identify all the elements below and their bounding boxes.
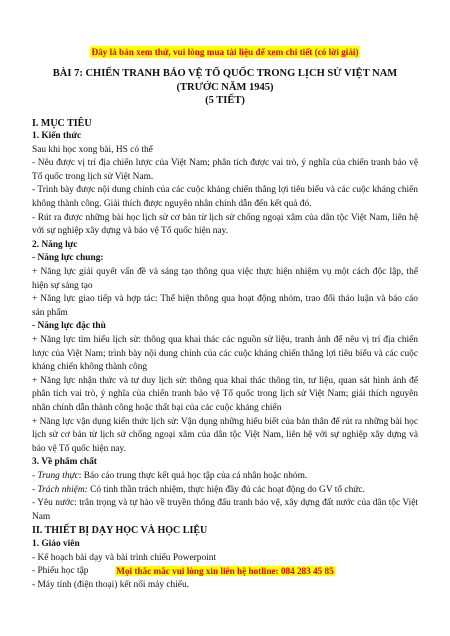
knowledge-item: - Rút ra được những bài học lịch sử cơ bản từ lịch sử chống ngoại xâm của dân tộc Việt Nam, liên hệ với sự nghiệp xây dựng và bảo vệ Tổ quốc hiện nay. [32, 212, 418, 237]
equipment-heading: II. THIẾT BỊ DẠY HỌC VÀ HỌC LIỆU [32, 525, 208, 537]
teacher-item: - Kế hoạch bài dạy và bài trình chiếu Powerpoint [32, 552, 217, 563]
quality-patriotism: - Yêu nước: trân trọng và tự hào về truyền thống đấu tranh bảo vệ, xây dựng đất nước của dân tộc Việt Nam [32, 498, 418, 522]
knowledge-item: - Trình bày được nội dung chính của các cuộc kháng chiến thắng lợi tiêu biểu và các cuộc kháng chiến không thành công. Giải thích được nguyên nhân chính dẫn đến kết quả đó. [32, 185, 418, 210]
general-competence-item: + Năng lực giao tiếp và hợp tác: Thể hiện thông qua hoạt động nhóm, trao đổi thảo luận và báo cáo sản phẩm [32, 294, 418, 318]
title-line-2: (TRƯỚC NĂM 1945) [176, 81, 274, 93]
document-body [32, 117, 418, 593]
specific-competence-item: + Năng lực tìm hiểu lịch sử: thông qua khai thác các nguồn sử liệu, tranh ảnh để nêu vị trí địa chiến lược của Việt Nam; trình bày nội dung chính của các cuộc kháng chiến thắng lợi tiêu biểu và các cuộc kháng chiến không thành công [32, 335, 418, 373]
general-competence-item: + Năng lực giải quyết vấn đề và sáng tạo thông qua việc thực hiện nhiệm vụ một cách độc lập, thể hiện sự sáng tạo [32, 267, 418, 291]
quality-text: Có tinh thần trách nhiệm, thực hiện đầy đủ các hoạt động do GV tổ chức. [87, 484, 365, 495]
knowledge-item: - Nêu được vị trí địa chiến lược của Việt Nam; phân tích được vai trò, ý nghĩa của chiến tranh bảo vệ Tổ quốc trong lịch sử Việt Nam. [32, 158, 418, 182]
hotline-footer [0, 561, 450, 579]
specific-competence-item: + Năng lực vận dụng kiến thức lịch sử: Vận dụng những hiểu biết của bản thân để rút ra những bài học lịch sử cơ bản từ lịch sử chống ngoại xâm của dân tộc Việt Nam, liên hệ với sự nghiệp xây dựng và bảo vệ Tổ quốc hiện nay. [32, 416, 418, 454]
quality-honesty [32, 470, 418, 484]
specific-competence-heading: - Năng lực đặc thù [32, 321, 106, 332]
knowledge-heading: 1. Kiến thức [32, 131, 82, 142]
quality-label: - Trung thực [32, 470, 79, 481]
quality-label: - Trách nhiệm: [32, 484, 88, 495]
teacher-item: - Máy tính (điện thoại) kết nối máy chiếu. [32, 579, 189, 590]
teacher-item: - Phiếu học tập [32, 566, 89, 577]
title-line-3: (5 TIẾT) [205, 95, 245, 106]
objectives-heading: I. MỤC TIÊU [32, 117, 92, 129]
title-line-1: BÀI 7: CHIẾN TRANH BẢO VỆ TỔ QUỐC TRONG LỊCH SỬ VIỆT NAM [52, 68, 398, 79]
quality-text: : Báo cáo trung thực kết quả học tập của cá nhân hoặc nhóm. [78, 470, 308, 481]
competence-heading: 2. Năng lực [32, 239, 78, 250]
knowledge-intro: Sau khi học xong bài, HS có thể [32, 144, 153, 155]
general-competence-heading: - Năng lực chung: [32, 253, 104, 264]
quality-responsibility [32, 484, 418, 498]
lesson-title [32, 67, 418, 108]
hotline-text: Mọi thắc mắc vui lòng xin liên hệ hotline: 084 283 45 85 [116, 566, 334, 576]
qualities-heading: 3. Về phẩm chất [32, 457, 97, 468]
teacher-heading: 1. Giáo viên [32, 538, 80, 549]
specific-competence-item: + Năng lực nhận thức và tư duy lịch sử: thông qua khai thác thông tin, tư liệu, quan sát hình ảnh để phân tích vai trò, ý nghĩa của chiến tranh bảo vệ Tổ quốc trong lịch sử Việt Nam; giải thích nguyên nhân chính dẫn thành công hoặc thất bại của các cuộc kháng chiến [32, 375, 418, 413]
preview-notice: Đây là bản xem thử, vui lòng mua tài liệu để xem chi tiết (có lời giải) [91, 47, 359, 57]
